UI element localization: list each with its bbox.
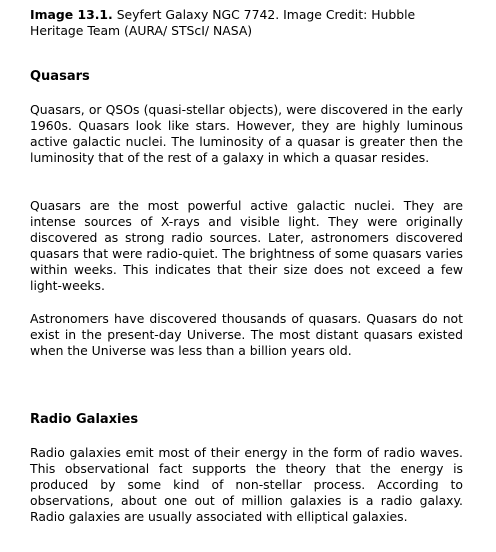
image-caption <box>30 7 463 39</box>
caption-label: Image 13.1. <box>30 7 113 22</box>
caption-text: Seyfert Galaxy NGC 7742. Image Credit: Hubble Heritage Team (AURA/ STScI/ NASA) <box>30 7 416 38</box>
quasars-paragraph-2: Quasars are the most powerful active galactic nuclei. They are intense sources of X-rays and visible light. They were originally discovered as strong radio sources. Later, astronomers discovered quasars that were radio-quiet. The brightness of some quasars varies within weeks. This indicates that their size does not exceed a few light-weeks. <box>30 198 463 293</box>
quasars-paragraph-3: Astronomers have discovered thousands of quasars. Quasars do not exist in the present-day Universe. The most distant quasars existed when the Universe was less than a billion years old. <box>30 311 463 358</box>
document-page <box>30 7 463 524</box>
section-heading-quasars: Quasars <box>30 69 90 84</box>
section-heading-radio-galaxies: Radio Galaxies <box>30 412 139 427</box>
quasars-paragraph-1: Quasars, or QSOs (quasi-stellar objects), were discovered in the early 1960s. Quasars look like stars. However, they are highly luminous active galactic nuclei. The luminosity of a quasar is greater then the luminosity that of the rest of a galaxy in which a quasar resides. <box>30 102 463 165</box>
radio-galaxies-paragraph-1: Radio galaxies emit most of their energy in the form of radio waves. This observational fact supports the theory that the energy is produced by some kind of non-stellar process. According to observations, about one out of million galaxies is a radio galaxy. Radio galaxies are usually associated with elliptical galaxies. <box>30 445 463 524</box>
